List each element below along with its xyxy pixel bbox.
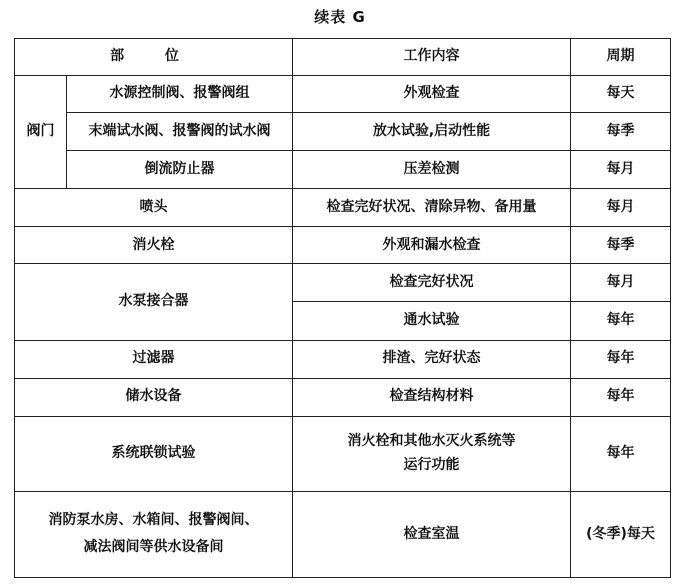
work-cell: 外观和漏水检查 — [293, 227, 571, 264]
valve-group-cell: 阀门 — [15, 76, 67, 189]
page-title: 续表 G — [314, 8, 366, 26]
period-cell: (冬季)每天 — [571, 491, 671, 577]
work-line: 运行功能 — [403, 456, 460, 473]
work-cell: 外观检查 — [293, 76, 571, 113]
work-cell: 检查结构材料 — [293, 378, 571, 416]
period-cell: 每年 — [571, 416, 671, 491]
table-row — [15, 264, 671, 302]
part-line: 减法阀间等供水设备间 — [83, 539, 224, 556]
part-line: 消防泵水房、水箱间、报警阀间、 — [48, 511, 259, 528]
part-cell: 过滤器 — [15, 340, 293, 378]
part-cell: 储水设备 — [15, 378, 293, 416]
period-cell: 每天 — [571, 76, 671, 113]
table-header-row — [15, 39, 671, 76]
table-row — [15, 189, 671, 227]
period-cell: 每月 — [571, 151, 671, 189]
part-cell: 末端试水阀、报警阀的试水阀 — [67, 113, 293, 151]
period-cell: 每月 — [571, 189, 671, 227]
part-cell: 水泵接合器 — [15, 264, 293, 340]
part-cell: 倒流防止器 — [67, 151, 293, 189]
part-cell: 消火栓 — [15, 227, 293, 264]
period-cell: 每月 — [571, 264, 671, 302]
maintenance-table — [14, 38, 671, 578]
table-row — [15, 151, 671, 189]
part-cell — [15, 491, 293, 577]
work-cell: 检查完好状况、清除异物、备用量 — [293, 189, 571, 227]
work-cell: 检查完好状况 — [293, 264, 571, 302]
table-row — [15, 491, 671, 577]
header-period: 周期 — [571, 39, 671, 76]
table-row — [15, 113, 671, 151]
work-cell: 放水试验,启动性能 — [293, 113, 571, 151]
work-cell: 通水试验 — [293, 302, 571, 340]
work-cell: 排渣、完好状态 — [293, 340, 571, 378]
table-row — [15, 227, 671, 264]
work-cell — [293, 416, 571, 491]
table-row — [15, 416, 671, 491]
period-cell: 每年 — [571, 302, 671, 340]
period-cell: 每季 — [571, 227, 671, 264]
period-cell: 每年 — [571, 340, 671, 378]
work-cell: 压差检测 — [293, 151, 571, 189]
work-line: 消火栓和其他水灭火系统等 — [347, 433, 516, 450]
period-cell: 每季 — [571, 113, 671, 151]
header-work: 工作内容 — [293, 39, 571, 76]
period-cell: 每年 — [571, 378, 671, 416]
work-cell: 检查室温 — [293, 491, 571, 577]
part-cell: 系统联锁试验 — [15, 416, 293, 491]
part-cell: 喷头 — [15, 189, 293, 227]
table-row — [15, 378, 671, 416]
header-part: 部 位 — [15, 39, 293, 76]
part-cell: 水源控制阀、报警阀组 — [67, 76, 293, 113]
table-row — [15, 340, 671, 378]
table-row — [15, 76, 671, 113]
